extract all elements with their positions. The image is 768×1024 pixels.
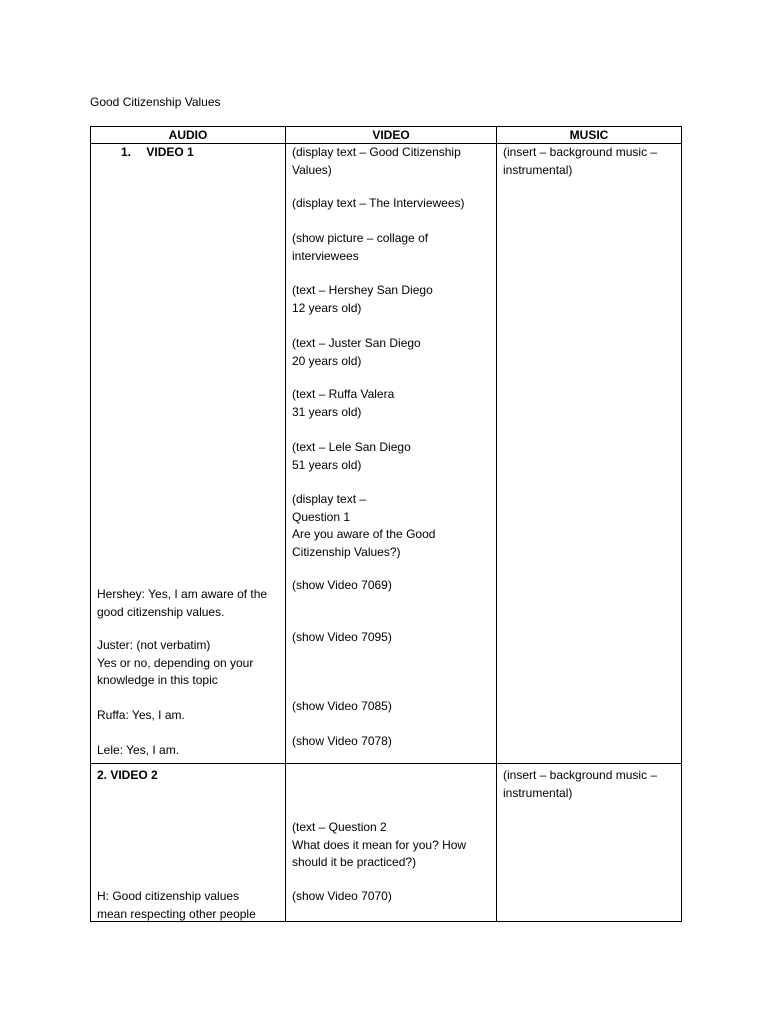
- video-direction: (text – Hershey San Diego 12 years old): [292, 283, 433, 315]
- video-response: (show Video 7070): [292, 889, 392, 903]
- video-direction: (text – Ruffa Valera 31 years old): [292, 387, 395, 419]
- video-direction: (display text – The Interviewees): [292, 196, 465, 210]
- column-header-video: VIDEO: [286, 127, 497, 144]
- video-response: (show Video 7085): [292, 699, 392, 713]
- column-header-music: MUSIC: [497, 127, 682, 144]
- video-response: (show Video 7078): [292, 734, 392, 748]
- video-response: (show Video 7095): [292, 630, 392, 644]
- video-direction: (text – Lele San Diego 51 years old): [292, 440, 411, 472]
- section-number: 1.: [121, 145, 132, 159]
- audio-cell-2: [91, 764, 286, 922]
- column-header-audio: AUDIO: [91, 127, 286, 144]
- video-direction: (show picture – collage of interviewees: [292, 231, 429, 263]
- video-direction: (display text – Question 1 Are you aware of the Good Citizenship Values?): [292, 492, 436, 559]
- video-direction: (text – Question 2 What does it mean for you? How should it be practiced?): [292, 820, 467, 869]
- section-row-video-1: [91, 144, 682, 764]
- script-table: [90, 126, 682, 922]
- document-title: Good Citizenship Values: [90, 95, 221, 109]
- audio-line: Ruffa: Yes, I am.: [97, 708, 185, 722]
- audio-cell-1: [91, 144, 286, 764]
- video-cell-1: [286, 144, 497, 764]
- video-direction: (display text – Good Citizenship Values): [292, 145, 461, 177]
- audio-line: Juster: (not verbatim) Yes or no, depending on your knowledge in this topic: [97, 638, 254, 687]
- video-cell-2: [286, 764, 497, 922]
- section-heading: VIDEO 1: [146, 145, 194, 159]
- music-direction: (insert – background music – instrumental): [503, 145, 658, 177]
- header-row: [91, 127, 682, 144]
- video-direction: (text – Juster San Diego 20 years old): [292, 336, 421, 368]
- music-cell-2: [497, 764, 682, 922]
- audio-line: Lele: Yes, I am.: [97, 743, 180, 757]
- audio-line: H: Good citizenship values mean respecting other people: [97, 889, 256, 921]
- section-row-video-2: [91, 764, 682, 922]
- section-heading: 2. VIDEO 2: [97, 768, 158, 782]
- music-cell-1: [497, 144, 682, 764]
- audio-line: Hershey: Yes, I am aware of the good citizenship values.: [97, 587, 268, 619]
- music-direction: (insert – background music – instrumental): [503, 768, 658, 800]
- video-response: (show Video 7069): [292, 578, 392, 592]
